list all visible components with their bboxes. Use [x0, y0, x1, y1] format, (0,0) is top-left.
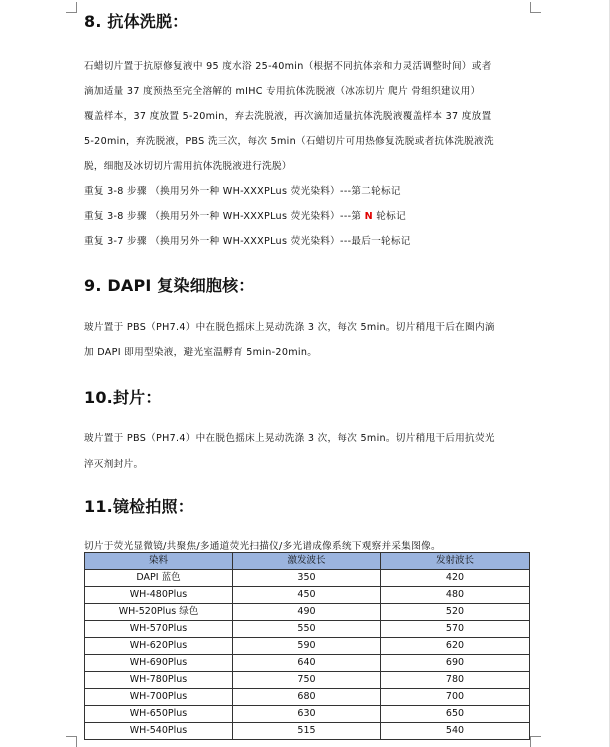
repeat-n-text-pre: 重复 3-8 步骤 （换用另外一种 WH-XXXPLus 荧光染料）---第: [84, 211, 365, 222]
dye-wavelength-table: [84, 552, 530, 740]
section-8-line: 滴加适量 37 度预热至完全溶解的 mIHC 专用抗体洗脱液（冰冻切片 爬片 骨组织建议用）: [84, 86, 481, 97]
section-10-line: 玻片置于 PBS（PH7.4）中在脱色摇床上晃动洗涤 3 次，每次 5min。切片稍甩干后用抗荧光: [84, 433, 495, 444]
table-row: [85, 706, 530, 723]
dye-cell: WH-620Plus: [85, 638, 233, 655]
table-row: [85, 655, 530, 672]
section-8-repeat-n: [84, 208, 406, 222]
section-11-intro: 切片于荧光显微镜/共聚焦/多通道荧光扫描仪/多光谱成像系统下观察并采集图像。: [84, 541, 441, 552]
section-11-heading: 11.镜检拍照：: [84, 497, 194, 516]
repeat-n-text-post: 轮标记: [372, 211, 406, 222]
dye-cell: WH-780Plus: [85, 672, 233, 689]
table-row: [85, 638, 530, 655]
section-8-line: 石蜡切片置于抗原修复液中 95 度水浴 25-40min（根据不同抗体亲和力灵活调整时间）或者: [84, 61, 492, 72]
section-8-line: 脱，细胞及冰切切片需用抗体洗脱液进行洗脱）: [84, 161, 292, 172]
emission-cell: 650: [381, 706, 530, 723]
emission-cell: 780: [381, 672, 530, 689]
emission-cell: 480: [381, 587, 530, 604]
emission-cell: 620: [381, 638, 530, 655]
page-corner-mark: [66, 2, 77, 13]
dye-cell: WH-520Plus 绿色: [85, 604, 233, 621]
excitation-cell: 450: [233, 587, 381, 604]
table-row: [85, 621, 530, 638]
table-row: [85, 689, 530, 706]
dye-cell: WH-540Plus: [85, 723, 233, 740]
emission-cell: 570: [381, 621, 530, 638]
page-corner-mark: [530, 2, 541, 13]
emission-cell: 540: [381, 723, 530, 740]
excitation-cell: 750: [233, 672, 381, 689]
dye-cell: WH-650Plus: [85, 706, 233, 723]
excitation-cell: 490: [233, 604, 381, 621]
emission-cell: 700: [381, 689, 530, 706]
table-row: [85, 672, 530, 689]
excitation-cell: 630: [233, 706, 381, 723]
section-8-line: 覆盖样本，37 度放置 5-20min，弃去洗脱液，再次滴加适量抗体洗脱液覆盖样本 37 度放置: [84, 111, 492, 122]
table-row: [85, 723, 530, 740]
dye-cell: WH-480Plus: [85, 587, 233, 604]
section-9-line: 加 DAPI 即用型染液，避光室温孵育 5min-20min。: [84, 347, 318, 358]
excitation-cell: 590: [233, 638, 381, 655]
column-header-excitation: 激发波长: [233, 553, 381, 570]
column-header-dye: 染料: [85, 553, 233, 570]
dye-cell: WH-690Plus: [85, 655, 233, 672]
section-9-line: 玻片置于 PBS（PH7.4）中在脱色摇床上晃动洗涤 3 次，每次 5min。切片稍甩干后在圈内滴: [84, 322, 495, 333]
excitation-cell: 515: [233, 723, 381, 740]
emission-cell: 690: [381, 655, 530, 672]
section-10-heading: 10.封片：: [84, 388, 162, 407]
section-9-heading: 9. DAPI 复染细胞核：: [84, 276, 255, 295]
excitation-cell: 350: [233, 570, 381, 587]
section-8-repeat-last: 重复 3-7 步骤 （换用另外一种 WH-XXXPLus 荧光染料）---最后一轮标记: [84, 236, 411, 247]
section-8-repeat-second: 重复 3-8 步骤 （换用另外一种 WH-XXXPLus 荧光染料）---第二轮标记: [84, 186, 401, 197]
section-8-line: 5-20min，弃洗脱液，PBS 洗三次，每次 5min（石蜡切片可用热修复洗脱或者抗体洗脱液洗: [84, 136, 494, 147]
emission-cell: 520: [381, 604, 530, 621]
column-header-emission: 发射波长: [381, 553, 530, 570]
page-corner-mark: [530, 736, 541, 747]
table-header-row: [85, 553, 530, 570]
repeat-n-highlight: N: [364, 211, 373, 222]
emission-cell: 420: [381, 570, 530, 587]
excitation-cell: 550: [233, 621, 381, 638]
dye-cell: DAPI 蓝色: [85, 570, 233, 587]
dye-cell: WH-570Plus: [85, 621, 233, 638]
table-row: [85, 587, 530, 604]
page-corner-mark: [66, 736, 77, 747]
excitation-cell: 680: [233, 689, 381, 706]
table-row: [85, 570, 530, 587]
excitation-cell: 640: [233, 655, 381, 672]
section-10-line: 淬灭剂封片。: [84, 459, 144, 470]
dye-cell: WH-700Plus: [85, 689, 233, 706]
table-row: [85, 604, 530, 621]
section-8-heading: 8. 抗体洗脱：: [84, 12, 189, 31]
